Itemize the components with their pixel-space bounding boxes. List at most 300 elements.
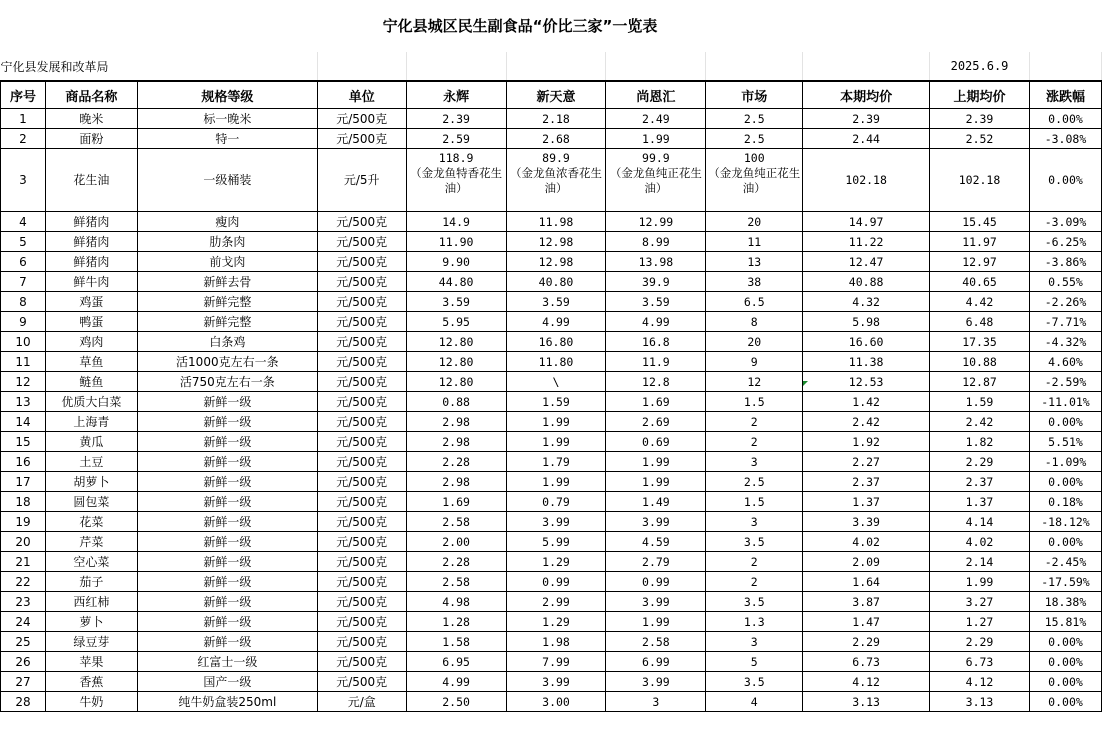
table-cell[interactable]: 土豆 [45,452,137,472]
table-cell[interactable]: 16 [1,452,46,472]
table-cell[interactable]: 14.97 [803,212,930,232]
table-cell[interactable]: 0.00% [1029,692,1101,712]
table-cell[interactable]: 3.59 [606,292,706,312]
header-cell[interactable]: 新天意 [506,81,606,109]
table-cell[interactable]: 3.99 [606,512,706,532]
table-cell[interactable]: 12.98 [506,232,606,252]
table-cell[interactable]: 5.51% [1029,432,1101,452]
table-cell[interactable]: 1.99 [506,472,606,492]
table-cell[interactable]: 11.80 [506,352,606,372]
table-cell[interactable]: 11 [706,232,803,252]
table-cell[interactable]: 5 [706,652,803,672]
table-cell[interactable]: 空心菜 [45,552,137,572]
table-cell[interactable]: 前戈肉 [137,252,317,272]
table-cell[interactable]: 元/500克 [317,492,406,512]
table-cell[interactable]: -18.12% [1029,512,1101,532]
table-cell[interactable]: 鲢鱼 [45,372,137,392]
table-cell[interactable]: 特一 [137,129,317,149]
table-cell[interactable]: 12.80 [406,372,506,392]
table-cell[interactable]: 2.98 [406,432,506,452]
table-cell[interactable]: 活750克左右一条 [137,372,317,392]
table-cell[interactable]: 2 [706,552,803,572]
table-cell[interactable]: 1.98 [506,632,606,652]
table-cell[interactable]: 5.99 [506,532,606,552]
table-cell[interactable]: 2.59 [406,129,506,149]
table-cell[interactable]: 4.99 [506,312,606,332]
table-cell[interactable]: 4.60% [1029,352,1101,372]
header-cell[interactable]: 本期均价 [803,81,930,109]
table-cell[interactable]: 4 [706,692,803,712]
table-cell[interactable]: 40.65 [930,272,1030,292]
table-cell[interactable]: 一级桶装 [137,149,317,212]
table-cell[interactable]: 0.55% [1029,272,1101,292]
table-cell[interactable]: 2.79 [606,552,706,572]
table-cell[interactable]: 7.99 [506,652,606,672]
table-cell[interactable]: 18.38% [1029,592,1101,612]
table-cell[interactable]: 0.99 [506,572,606,592]
table-cell[interactable]: 香蕉 [45,672,137,692]
table-cell[interactable]: 1.92 [803,432,930,452]
table-cell[interactable]: 0.00% [1029,672,1101,692]
table-cell[interactable]: 1.27 [930,612,1030,632]
table-cell[interactable]: 鸭蛋 [45,312,137,332]
table-cell[interactable]: 草鱼 [45,352,137,372]
table-cell[interactable]: 元/500克 [317,512,406,532]
table-cell[interactable]: 22 [1,572,46,592]
table-cell[interactable]: 新鲜去骨 [137,272,317,292]
table-cell[interactable]: 鲜猪肉 [45,252,137,272]
table-cell[interactable]: 新鲜一级 [137,632,317,652]
table-cell[interactable]: 2.29 [803,632,930,652]
table-cell[interactable]: 7 [1,272,46,292]
table-cell[interactable]: 肋条肉 [137,232,317,252]
table-cell[interactable]: 2.50 [406,692,506,712]
table-cell[interactable]: 3.27 [930,592,1030,612]
table-cell[interactable]: 元/500克 [317,272,406,292]
table-cell[interactable]: 0.00% [1029,149,1101,212]
org-name[interactable]: 宁化县发展和改革局 [1,52,318,81]
table-cell[interactable]: 3 [706,632,803,652]
table-cell[interactable]: 4.02 [930,532,1030,552]
table-cell[interactable]: 17 [1,472,46,492]
table-cell[interactable]: 鸡肉 [45,332,137,352]
table-cell[interactable]: 3.13 [930,692,1030,712]
table-cell[interactable]: 3.59 [506,292,606,312]
table-cell[interactable]: 2.39 [406,109,506,129]
table-cell[interactable]: 0.18% [1029,492,1101,512]
table-cell[interactable]: 2.68 [506,129,606,149]
table-cell[interactable]: 鲜牛肉 [45,272,137,292]
table-cell[interactable]: 5.98 [803,312,930,332]
table-cell[interactable]: 10.88 [930,352,1030,372]
table-cell[interactable]: 2.09 [803,552,930,572]
table-cell[interactable]: 新鲜完整 [137,312,317,332]
table-cell[interactable]: 1.82 [930,432,1030,452]
table-cell[interactable]: -1.09% [1029,452,1101,472]
table-cell[interactable]: 8 [706,312,803,332]
table-cell[interactable]: 3.13 [803,692,930,712]
table-cell[interactable]: 2.99 [506,592,606,612]
table-cell[interactable]: 新鲜一级 [137,512,317,532]
table-cell[interactable]: 21 [1,552,46,572]
table-cell[interactable]: 新鲜一级 [137,492,317,512]
table-cell[interactable]: 鲜猪肉 [45,232,137,252]
table-cell[interactable]: 6.73 [930,652,1030,672]
table-cell[interactable]: 12.80 [406,352,506,372]
table-cell[interactable]: 89.9 （金龙鱼浓香花生油） [506,149,606,212]
table-cell[interactable]: 14.9 [406,212,506,232]
table-cell[interactable]: 2.39 [803,109,930,129]
table-cell[interactable]: 1.37 [930,492,1030,512]
table-cell[interactable]: 14 [1,412,46,432]
table-cell[interactable]: 26 [1,652,46,672]
table-cell[interactable]: 15 [1,432,46,452]
table-cell[interactable]: 4.12 [930,672,1030,692]
table-cell[interactable]: 12.53 [803,372,930,392]
table-cell[interactable]: 黄瓜 [45,432,137,452]
table-cell[interactable]: 12.97 [930,252,1030,272]
table-cell[interactable]: 2.14 [930,552,1030,572]
table-cell[interactable]: 1.59 [930,392,1030,412]
table-cell[interactable]: 1.99 [606,472,706,492]
table-cell[interactable]: -2.45% [1029,552,1101,572]
table-cell[interactable]: 3.99 [606,672,706,692]
table-cell[interactable]: 0.99 [606,572,706,592]
table-cell[interactable]: 2.98 [406,412,506,432]
table-cell[interactable]: 24 [1,612,46,632]
table-cell[interactable]: 99.9 （金龙鱼纯正花生油） [606,149,706,212]
table-cell[interactable]: 0.00% [1029,532,1101,552]
table-cell[interactable]: 17.35 [930,332,1030,352]
table-cell[interactable]: 3.39 [803,512,930,532]
table-cell[interactable]: 1.69 [406,492,506,512]
table-cell[interactable]: 2.5 [706,109,803,129]
table-cell[interactable]: 28 [1,692,46,712]
table-cell[interactable]: -3.09% [1029,212,1101,232]
table-cell[interactable]: 20 [1,532,46,552]
table-cell[interactable]: 2.28 [406,552,506,572]
table-cell[interactable]: 萝卜 [45,612,137,632]
table-cell[interactable]: 4.14 [930,512,1030,532]
table-cell[interactable]: 19 [1,512,46,532]
table-cell[interactable]: 0.00% [1029,472,1101,492]
table-cell[interactable]: 上海青 [45,412,137,432]
table-cell[interactable]: 2.29 [930,452,1030,472]
table-cell[interactable]: 0.88 [406,392,506,412]
table-cell[interactable]: 元/500克 [317,232,406,252]
table-cell[interactable]: 4.99 [606,312,706,332]
table-cell[interactable]: 2.58 [406,572,506,592]
table-cell[interactable]: 12 [1,372,46,392]
table-cell[interactable]: -7.71% [1029,312,1101,332]
table-cell[interactable]: 20 [706,212,803,232]
table-cell[interactable]: 4.42 [930,292,1030,312]
table-cell[interactable]: 4 [1,212,46,232]
table-cell[interactable]: 1.99 [606,452,706,472]
table-cell[interactable]: 3 [606,692,706,712]
table-cell[interactable]: 3 [1,149,46,212]
table-cell[interactable]: -4.32% [1029,332,1101,352]
table-cell[interactable]: 12.80 [406,332,506,352]
table-cell[interactable]: 新鲜一级 [137,392,317,412]
table-cell[interactable]: 2 [706,412,803,432]
table-cell[interactable]: 16.80 [506,332,606,352]
table-cell[interactable]: 12 [706,372,803,392]
table-cell[interactable]: 9 [706,352,803,372]
table-cell[interactable]: 13.98 [606,252,706,272]
table-cell[interactable]: 102.18 [930,149,1030,212]
table-cell[interactable]: 3.59 [406,292,506,312]
table-cell[interactable]: 23 [1,592,46,612]
table-cell[interactable]: 6.99 [606,652,706,672]
header-cell[interactable]: 单位 [317,81,406,109]
table-cell[interactable]: 3.5 [706,592,803,612]
table-cell[interactable]: 1.59 [506,392,606,412]
table-cell[interactable]: 9 [1,312,46,332]
table-cell[interactable]: 15.45 [930,212,1030,232]
table-cell[interactable]: 1.58 [406,632,506,652]
table-cell[interactable]: 1.79 [506,452,606,472]
table-cell[interactable]: 8 [1,292,46,312]
table-cell[interactable]: 活1000克左右一条 [137,352,317,372]
table-cell[interactable]: 晚米 [45,109,137,129]
table-cell[interactable]: 13 [1,392,46,412]
table-cell[interactable]: 元/500克 [317,432,406,452]
table-cell[interactable]: 1.99 [930,572,1030,592]
table-cell[interactable]: 40.88 [803,272,930,292]
table-cell[interactable]: 新鲜完整 [137,292,317,312]
table-cell[interactable]: 1.99 [606,612,706,632]
table-cell[interactable]: 2.29 [930,632,1030,652]
table-cell[interactable]: 2.98 [406,472,506,492]
table-cell[interactable]: 11.38 [803,352,930,372]
table-cell[interactable]: 1.99 [506,432,606,452]
table-cell[interactable]: 鲜猪肉 [45,212,137,232]
table-cell[interactable]: 4.98 [406,592,506,612]
table-cell[interactable]: 胡萝卜 [45,472,137,492]
table-cell[interactable]: 瘦肉 [137,212,317,232]
header-cell[interactable]: 商品名称 [45,81,137,109]
table-cell[interactable]: 元/500克 [317,252,406,272]
table-cell[interactable]: 12.8 [606,372,706,392]
table-cell[interactable]: 2.58 [606,632,706,652]
table-cell[interactable]: 4.02 [803,532,930,552]
table-cell[interactable]: 新鲜一级 [137,432,317,452]
table-cell[interactable]: 2.69 [606,412,706,432]
table-cell[interactable]: 西红柿 [45,592,137,612]
table-cell[interactable]: 4.59 [606,532,706,552]
table-cell[interactable]: 2.27 [803,452,930,472]
header-cell[interactable]: 永辉 [406,81,506,109]
table-cell[interactable]: 1.42 [803,392,930,412]
table-cell[interactable]: 8.99 [606,232,706,252]
table-cell[interactable]: 1.49 [606,492,706,512]
table-cell[interactable]: 100 （金龙鱼纯正花生油） [706,149,803,212]
table-cell[interactable]: 11.22 [803,232,930,252]
table-cell[interactable]: 新鲜一级 [137,412,317,432]
table-cell[interactable]: 38 [706,272,803,292]
table-cell[interactable]: -2.59% [1029,372,1101,392]
table-cell[interactable]: 0.00% [1029,109,1101,129]
table-cell[interactable]: 6.95 [406,652,506,672]
table-cell[interactable]: 102.18 [803,149,930,212]
table-cell[interactable]: 新鲜一级 [137,592,317,612]
table-cell[interactable]: 1.69 [606,392,706,412]
table-cell[interactable]: 3.99 [606,592,706,612]
table-cell[interactable]: 1.99 [606,129,706,149]
header-cell[interactable]: 序号 [1,81,46,109]
table-cell[interactable]: 12.47 [803,252,930,272]
table-cell[interactable]: 圆包菜 [45,492,137,512]
table-cell[interactable]: 118.9 （金龙鱼特香花生油） [406,149,506,212]
table-cell[interactable]: 2.37 [930,472,1030,492]
table-cell[interactable]: 茄子 [45,572,137,592]
table-cell[interactable]: 11.90 [406,232,506,252]
table-cell[interactable]: 元/500克 [317,312,406,332]
table-cell[interactable]: 1.99 [506,412,606,432]
table-cell[interactable]: 元/500克 [317,532,406,552]
table-cell[interactable]: 1.64 [803,572,930,592]
table-cell[interactable]: 花生油 [45,149,137,212]
table-cell[interactable]: 2.52 [930,129,1030,149]
table-cell[interactable]: 0.69 [606,432,706,452]
table-cell[interactable]: 2.44 [803,129,930,149]
table-cell[interactable]: 新鲜一级 [137,472,317,492]
table-cell[interactable]: 1.5 [706,492,803,512]
table-cell[interactable]: 国产一级 [137,672,317,692]
table-cell[interactable]: 元/500克 [317,612,406,632]
table-cell[interactable]: -2.26% [1029,292,1101,312]
table-cell[interactable]: 牛奶 [45,692,137,712]
table-cell[interactable]: 鸡蛋 [45,292,137,312]
table-cell[interactable]: 2.42 [930,412,1030,432]
table-cell[interactable]: 新鲜一级 [137,572,317,592]
table-cell[interactable]: 2.39 [930,109,1030,129]
table-cell[interactable]: 元/500克 [317,652,406,672]
table-cell[interactable]: 2.5 [706,129,803,149]
table-cell[interactable]: 新鲜一级 [137,552,317,572]
report-date[interactable]: 2025.6.9 [930,52,1030,81]
table-cell[interactable]: 纯牛奶盒装250ml [137,692,317,712]
table-cell[interactable]: 4.32 [803,292,930,312]
table-cell[interactable]: -3.86% [1029,252,1101,272]
table-cell[interactable]: 元/500克 [317,372,406,392]
table-cell[interactable]: 4.12 [803,672,930,692]
table-cell[interactable]: 元/500克 [317,392,406,412]
table-cell[interactable]: 元/500克 [317,412,406,432]
table-cell[interactable]: 12.87 [930,372,1030,392]
table-cell[interactable]: 6 [1,252,46,272]
table-cell[interactable]: 1 [1,109,46,129]
table-cell[interactable]: 3.5 [706,672,803,692]
table-cell[interactable]: 面粉 [45,129,137,149]
table-cell[interactable]: 1.47 [803,612,930,632]
header-cell[interactable]: 市场 [706,81,803,109]
table-cell[interactable]: 5.95 [406,312,506,332]
table-cell[interactable]: 绿豆芽 [45,632,137,652]
table-cell[interactable]: 苹果 [45,652,137,672]
table-cell[interactable]: 1.5 [706,392,803,412]
table-cell[interactable]: 3.00 [506,692,606,712]
table-cell[interactable]: 元/5升 [317,149,406,212]
table-cell[interactable]: 0.00% [1029,632,1101,652]
table-cell[interactable]: 2.28 [406,452,506,472]
table-cell[interactable]: 2.37 [803,472,930,492]
table-cell[interactable]: 优质大白菜 [45,392,137,412]
header-cell[interactable]: 涨跌幅 [1029,81,1101,109]
table-cell[interactable]: 3.99 [506,672,606,692]
table-cell[interactable]: 6.48 [930,312,1030,332]
table-cell[interactable]: 元/盒 [317,692,406,712]
table-cell[interactable]: -6.25% [1029,232,1101,252]
table-cell[interactable]: 2 [706,432,803,452]
table-cell[interactable]: 44.80 [406,272,506,292]
table-cell[interactable]: 花菜 [45,512,137,532]
table-cell[interactable]: 元/500克 [317,632,406,652]
header-cell[interactable]: 尚恩汇 [606,81,706,109]
table-cell[interactable]: -3.08% [1029,129,1101,149]
table-cell[interactable]: 3 [706,512,803,532]
table-cell[interactable]: -11.01% [1029,392,1101,412]
table-cell[interactable]: 1.3 [706,612,803,632]
table-cell[interactable]: 16.8 [606,332,706,352]
table-cell[interactable]: 元/500克 [317,672,406,692]
table-cell[interactable]: 新鲜一级 [137,452,317,472]
table-cell[interactable]: 元/500克 [317,292,406,312]
table-cell[interactable]: 标一晚米 [137,109,317,129]
table-cell[interactable]: 20 [706,332,803,352]
table-cell[interactable]: 4.99 [406,672,506,692]
table-cell[interactable]: 元/500克 [317,472,406,492]
table-cell[interactable]: 2.58 [406,512,506,532]
table-cell[interactable]: 0.00% [1029,652,1101,672]
table-cell[interactable]: 2 [706,572,803,592]
table-cell[interactable]: 2.42 [803,412,930,432]
table-cell[interactable]: 1.37 [803,492,930,512]
table-cell[interactable]: 1.29 [506,552,606,572]
table-cell[interactable]: 12.98 [506,252,606,272]
table-cell[interactable]: 16.60 [803,332,930,352]
table-cell[interactable]: \ [506,372,606,392]
table-cell[interactable]: 6.73 [803,652,930,672]
table-cell[interactable]: 3.99 [506,512,606,532]
table-cell[interactable]: 2.00 [406,532,506,552]
table-cell[interactable]: 元/500克 [317,212,406,232]
table-cell[interactable]: 新鲜一级 [137,612,317,632]
table-cell[interactable]: 3 [706,452,803,472]
table-cell[interactable]: 10 [1,332,46,352]
table-cell[interactable]: 元/500克 [317,592,406,612]
table-cell[interactable]: 1.28 [406,612,506,632]
table-cell[interactable]: 0.00% [1029,412,1101,432]
table-cell[interactable]: 2 [1,129,46,149]
table-cell[interactable]: 白条鸡 [137,332,317,352]
table-cell[interactable]: 15.81% [1029,612,1101,632]
table-cell[interactable]: 元/500克 [317,352,406,372]
table-cell[interactable]: -17.59% [1029,572,1101,592]
table-cell[interactable]: 11.98 [506,212,606,232]
table-cell[interactable]: 3.5 [706,532,803,552]
table-cell[interactable]: 3.87 [803,592,930,612]
table-cell[interactable]: 12.99 [606,212,706,232]
table-cell[interactable]: 13 [706,252,803,272]
table-cell[interactable]: 11 [1,352,46,372]
table-cell[interactable]: 元/500克 [317,572,406,592]
table-cell[interactable]: 红富士一级 [137,652,317,672]
header-cell[interactable]: 规格等级 [137,81,317,109]
table-cell[interactable]: 元/500克 [317,332,406,352]
table-cell[interactable]: 元/500克 [317,129,406,149]
